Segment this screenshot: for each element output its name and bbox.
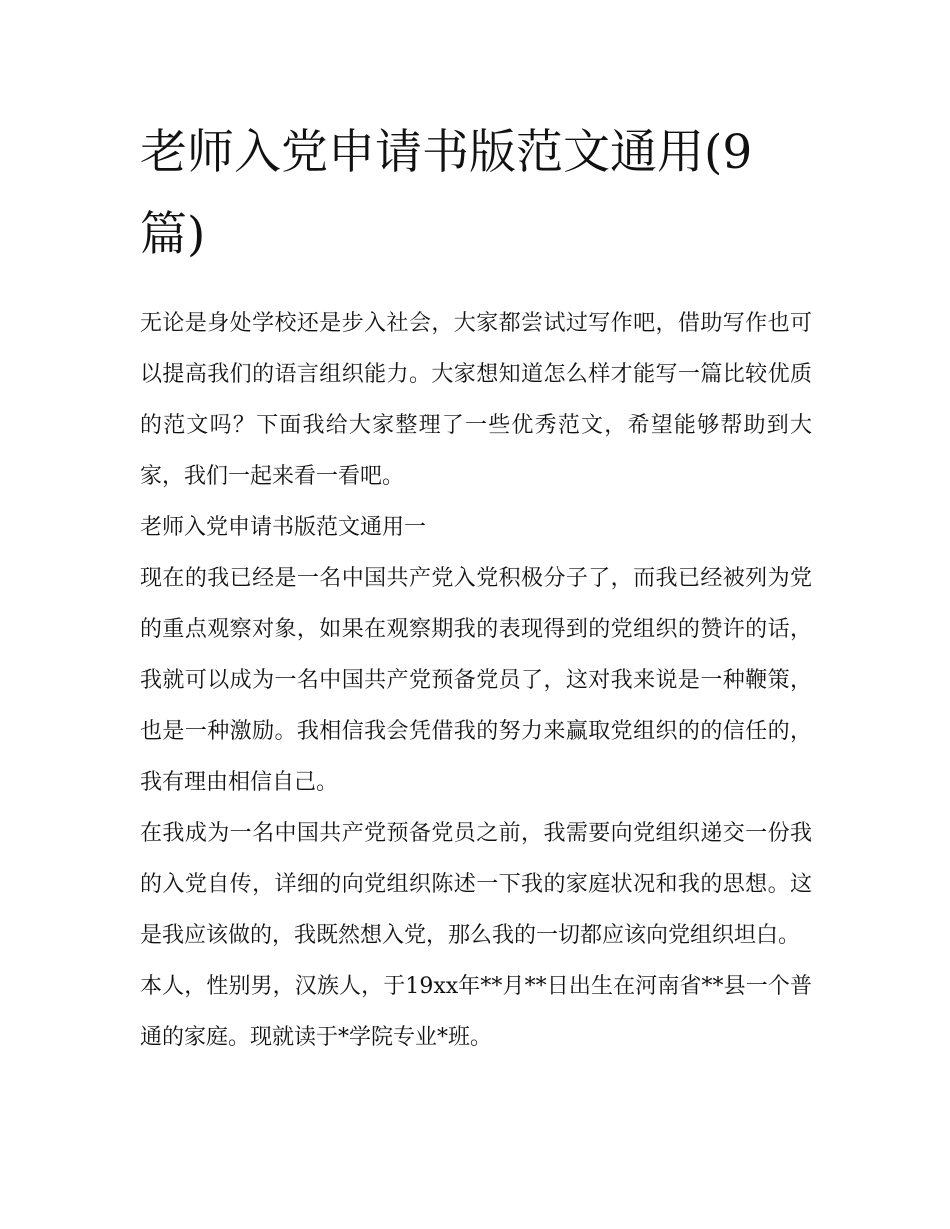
body-paragraph: 本人，性别男，汉族人，于19xx年**月**日出生在河南省**县一个普通的家庭。现就读于*学院专业*班。 <box>140 974 812 1050</box>
body-paragraph: 现在的我已经是一名中国共产党入党积极分子了，而我已经被列为党的重点观察对象，如果在观察期我的表现得到的党组织的赞许的话，我就可以成为一名中国共产党预备党员了，这对我来说是一种鞭策，也是一种激励。我相信我会凭借我的努力来赢取党组织的的信任的，我有理由相信自己。 <box>140 566 812 795</box>
body-paragraph: 在我成为一名中国共产党预备党员之前，我需要向党组织递交一份我的入党自传，详细的向党组织陈述一下我的家庭状况和我的思想。这是我应该做的，我既然想入党，那么我的一切都应该向党组织坦白。 <box>140 821 812 948</box>
intro-paragraph: 无论是身处学校还是步入社会，大家都尝试过写作吧，借助写作也可以提高我们的语言组织能力。大家想知道怎么样才能写一篇比较优质的范文吗？下面我给大家整理了一些优秀范文，希望能够帮助到大家，我们一起来看一看吧。 <box>140 311 812 489</box>
document-page <box>140 112 812 1063</box>
document-title: 老师入党申请书版范文通用(9篇) <box>140 125 753 262</box>
section-heading: 老师入党申请书版范文通用一 <box>140 515 427 540</box>
